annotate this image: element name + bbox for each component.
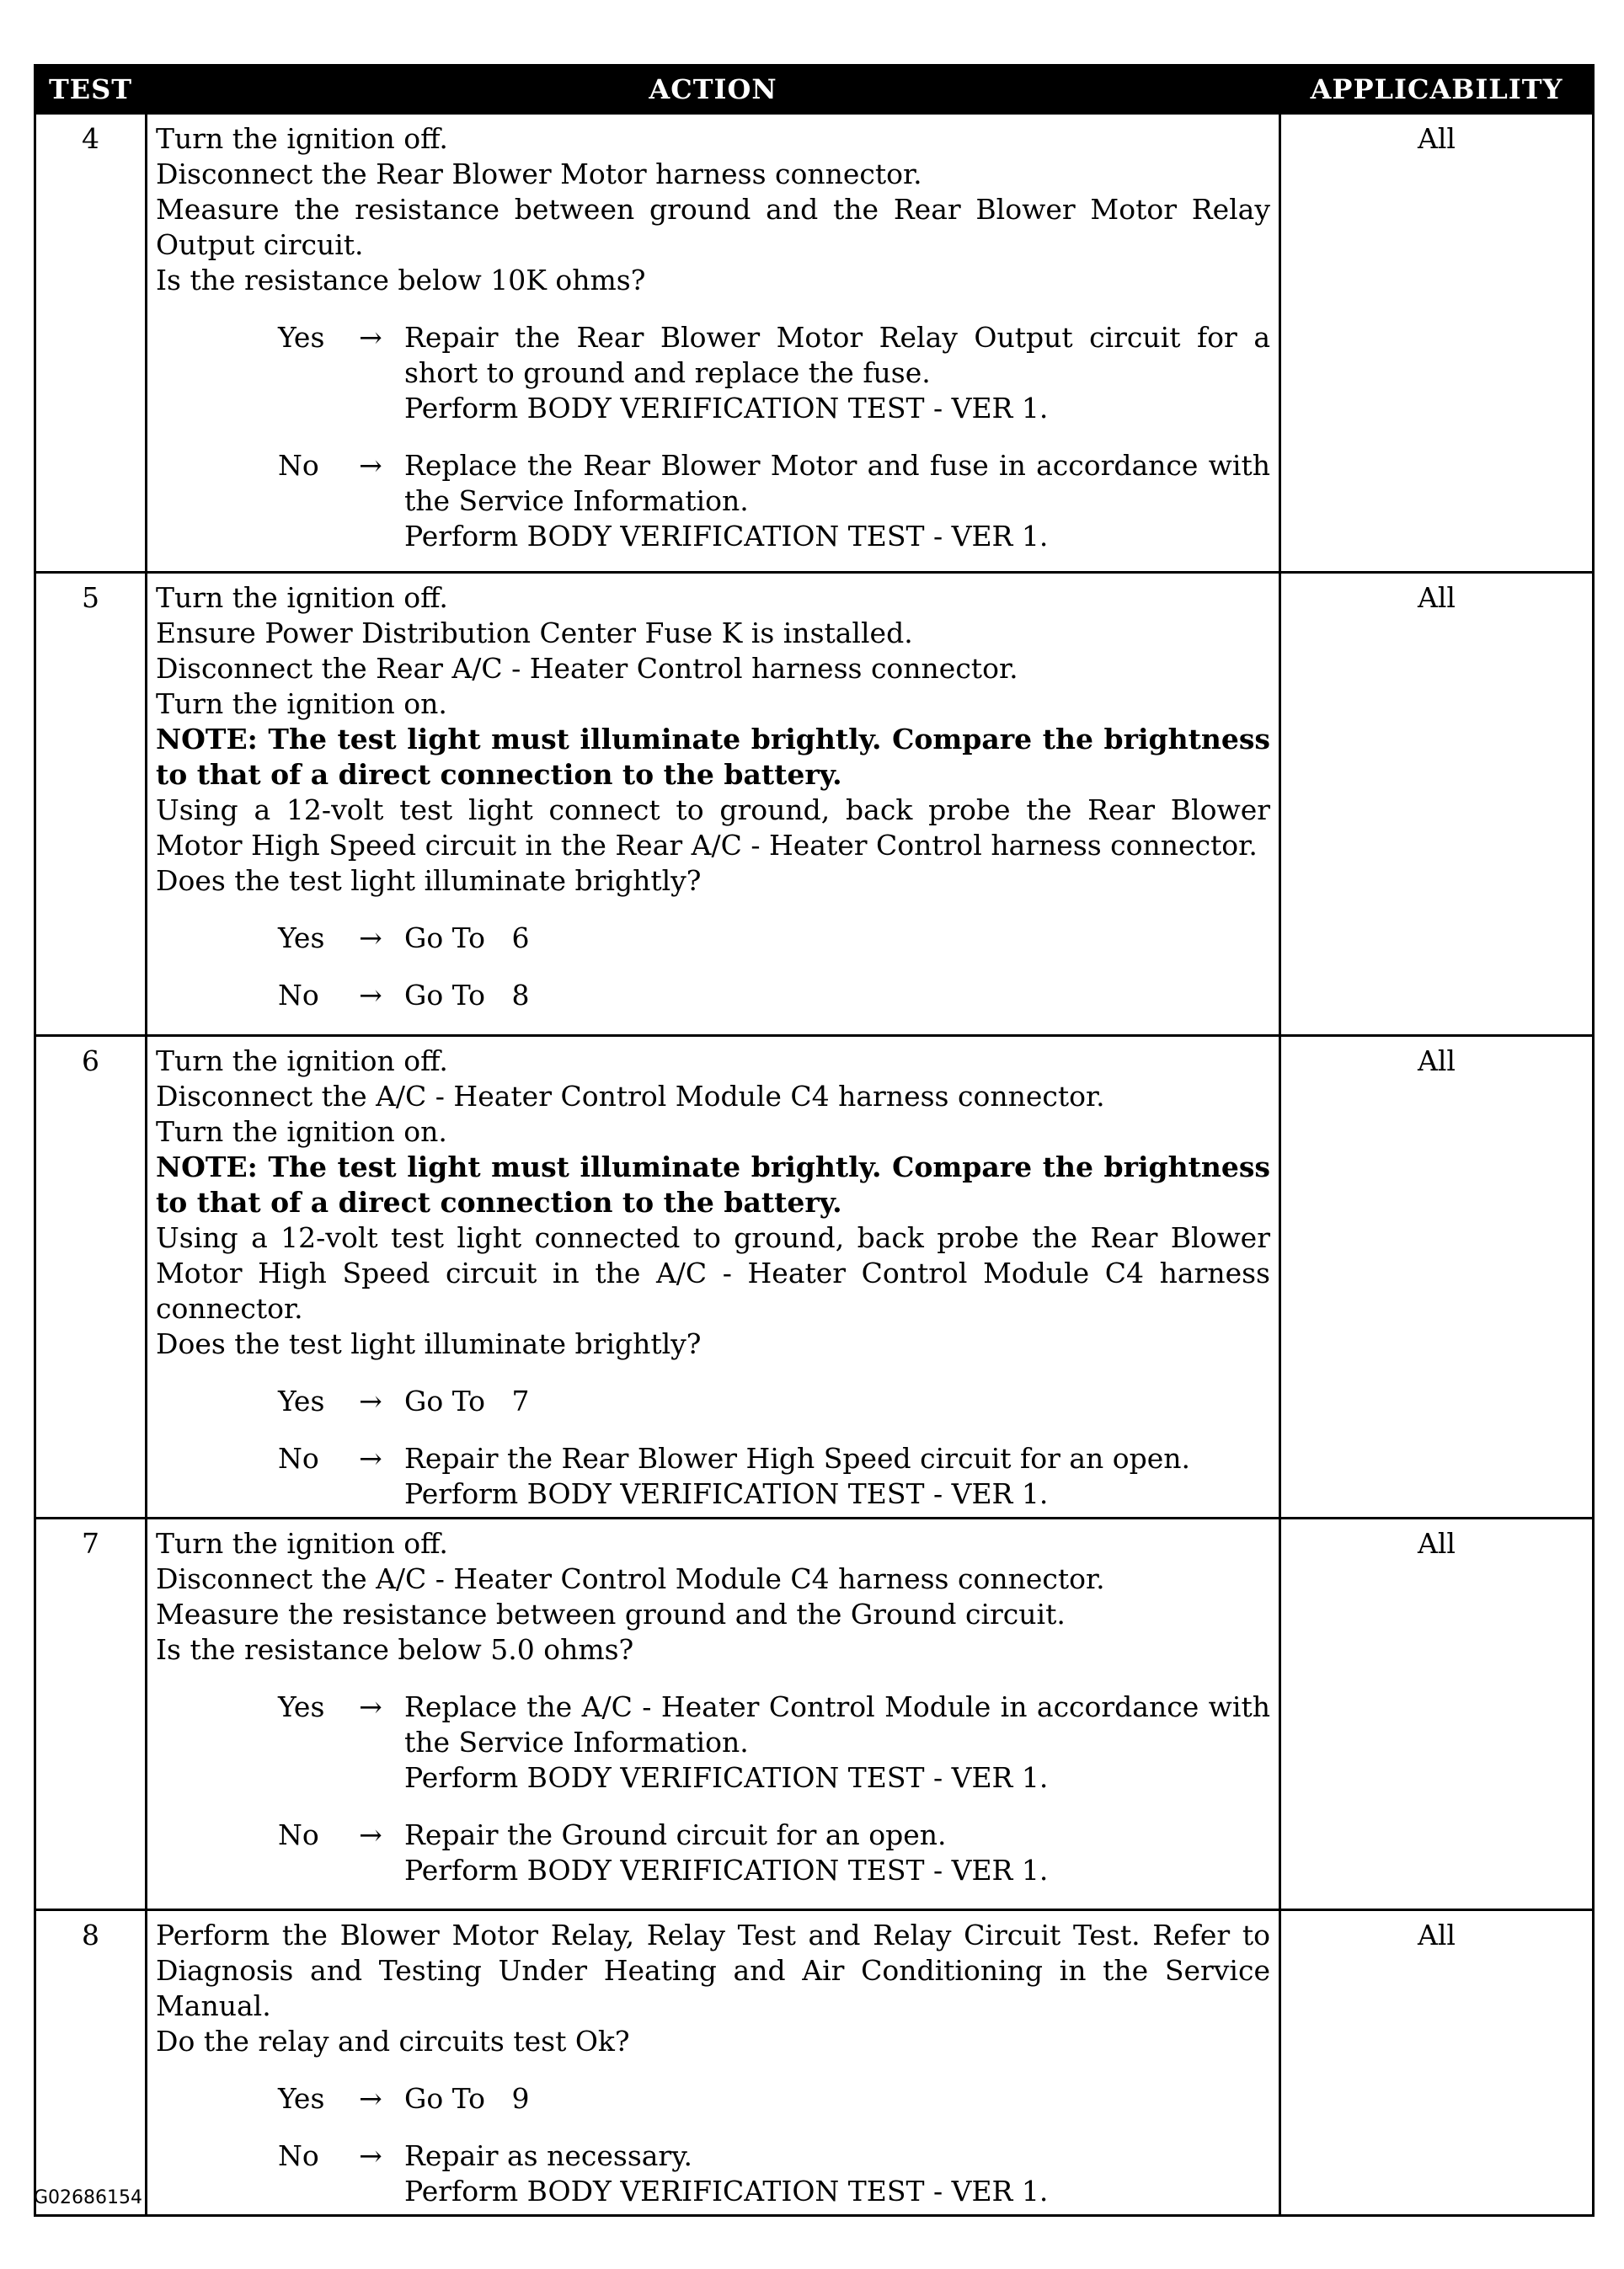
- outcome-line: Repair the Rear Blower Motor Relay Output circuit for a short to ground and replace the fuse.: [404, 321, 1279, 389]
- outcome-label: Yes: [278, 1385, 325, 1417]
- action-step: Disconnect the A/C - Heater Control Module C4 harness connector.: [156, 1562, 1105, 1595]
- outcome-text: [404, 448, 1279, 554]
- outcome-no: [278, 1818, 1270, 1888]
- figure-id: G02686154: [34, 2187, 143, 2208]
- arrow-right-icon: →: [359, 321, 382, 354]
- outcome-line: Replace the Rear Blower Motor and fuse in accordance with the Service Information.: [404, 449, 1279, 517]
- action-step: Do the relay and circuits test Ok?: [156, 2025, 630, 2058]
- outcome-text: [404, 1441, 1270, 1512]
- action-step: Turn the ignition on.: [156, 1115, 447, 1148]
- outcome-label: Yes: [278, 321, 325, 354]
- applicability-cell: All: [1280, 1519, 1594, 1910]
- outcome-label: No: [278, 449, 319, 482]
- outcome-text: [404, 1384, 1270, 1419]
- outcome-line: Perform BODY VERIFICATION TEST - VER 1.: [404, 1761, 1049, 1794]
- table-row: [35, 1910, 1594, 2216]
- table-row: [35, 114, 1594, 573]
- outcome-text: [404, 1690, 1279, 1796]
- action-step: Turn the ignition off.: [156, 122, 448, 155]
- outcome-line: Repair as necessary.: [404, 2139, 692, 2172]
- outcome-line: Repair the Rear Blower High Speed circuit for an open.: [404, 1442, 1191, 1475]
- action-step: Disconnect the Rear Blower Motor harness connector.: [156, 157, 922, 190]
- outcome-line: Replace the A/C - Heater Control Module in accordance with the Service Information.: [404, 1690, 1279, 1759]
- outcome-line: Perform BODY VERIFICATION TEST - VER 1.: [404, 2175, 1049, 2208]
- note-text: NOTE: The test light must illuminate brightly. Compare the brightness to that of a direct connection to the battery.: [156, 723, 1270, 791]
- arrow-right-icon: →: [359, 1442, 382, 1475]
- applicability-cell: All: [1280, 1036, 1594, 1519]
- test-number: 8: [35, 1910, 147, 2216]
- action-step: Disconnect the Rear A/C - Heater Control harness connector.: [156, 652, 1018, 685]
- outcome-yes: [278, 1690, 1279, 1796]
- header-applicability: APPLICABILITY: [1280, 66, 1594, 114]
- action-step: Is the resistance below 10K ohms?: [156, 264, 646, 296]
- outcome-no: [278, 1441, 1270, 1512]
- action-cell: [147, 1519, 1280, 1910]
- outcome-label: No: [278, 1818, 319, 1851]
- outcome-line: Go To 7: [404, 1385, 530, 1417]
- action-step: Disconnect the A/C - Heater Control Module C4 harness connector.: [156, 1080, 1105, 1113]
- outcome-line: Repair the Ground circuit for an open.: [404, 1818, 947, 1851]
- diagnostic-document: [34, 64, 1592, 2217]
- outcome-line: Perform BODY VERIFICATION TEST - VER 1.: [404, 1854, 1049, 1887]
- action-cell: [147, 573, 1280, 1036]
- outcome-label: No: [278, 2139, 319, 2172]
- outcome-label: No: [278, 979, 319, 1012]
- note-text: NOTE: The test light must illuminate brightly. Compare the brightness to that of a direct connection to the battery.: [156, 1151, 1270, 1219]
- action-step: Measure the resistance between ground and the Ground circuit.: [156, 1598, 1066, 1631]
- outcome-label: Yes: [278, 2082, 325, 2115]
- action-step: Measure the resistance between ground and the Rear Blower Motor Relay Output circuit.: [156, 193, 1270, 261]
- arrow-right-icon: →: [359, 921, 382, 954]
- action-step: Does the test light illuminate brightly?: [156, 1327, 702, 1360]
- action-step: Using a 12-volt test light connect to ground, back probe the Rear Blower Motor High Speed circuit in the Rear A/C - Heater Control harness connector.: [156, 793, 1270, 862]
- arrow-right-icon: →: [359, 1818, 382, 1851]
- action-step: Turn the ignition on.: [156, 687, 447, 720]
- outcome-line: Perform BODY VERIFICATION TEST - VER 1.: [404, 1477, 1049, 1510]
- applicability-cell: All: [1280, 1910, 1594, 2216]
- arrow-right-icon: →: [359, 979, 382, 1012]
- header-test: TEST: [35, 66, 147, 114]
- outcome-no: [278, 448, 1279, 554]
- action-step: Ensure Power Distribution Center Fuse K is installed.: [156, 617, 913, 649]
- outcome-line: Go To 8: [404, 979, 530, 1012]
- outcome-label: Yes: [278, 921, 325, 954]
- action-cell: [147, 114, 1280, 573]
- action-cell: [147, 1036, 1280, 1519]
- action-step: Turn the ignition off.: [156, 1044, 448, 1077]
- outcome-yes: [278, 320, 1279, 426]
- header-action: ACTION: [147, 66, 1280, 114]
- outcome-text: [404, 978, 1270, 1013]
- test-number: 6: [35, 1036, 147, 1519]
- test-number: 7: [35, 1519, 147, 1910]
- outcome-text: [404, 1818, 1270, 1888]
- action-step: Is the resistance below 5.0 ohms?: [156, 1633, 634, 1666]
- outcome-line: Perform BODY VERIFICATION TEST - VER 1.: [404, 520, 1049, 553]
- table-row: [35, 573, 1594, 1036]
- outcome-line: Go To 9: [404, 2082, 530, 2115]
- table-header-row: [35, 66, 1594, 114]
- outcome-yes: [278, 1384, 1270, 1419]
- outcome-text: [404, 2138, 1270, 2209]
- action-step: Using a 12-volt test light connected to ground, back probe the Rear Blower Motor High Speed circuit in the A/C - Heater Control Module C4 harness connector.: [156, 1221, 1270, 1325]
- applicability-cell: All: [1280, 114, 1594, 573]
- outcome-text: [404, 921, 1270, 956]
- arrow-right-icon: →: [359, 1690, 382, 1723]
- diagnostic-test-table: [34, 64, 1595, 2217]
- outcome-line: Go To 6: [404, 921, 530, 954]
- outcome-text: [404, 320, 1279, 426]
- test-number: 4: [35, 114, 147, 573]
- table-body: [35, 114, 1594, 2216]
- outcome-label: No: [278, 1442, 319, 1475]
- outcome-no: [278, 978, 1270, 1013]
- outcome-no: [278, 2138, 1270, 2209]
- outcome-label: Yes: [278, 1690, 325, 1723]
- action-cell: [147, 1910, 1280, 2216]
- action-step: Does the test light illuminate brightly?: [156, 864, 702, 897]
- applicability-cell: All: [1280, 573, 1594, 1036]
- table-row: [35, 1519, 1594, 1910]
- arrow-right-icon: →: [359, 449, 382, 482]
- action-step: Turn the ignition off.: [156, 1527, 448, 1560]
- arrow-right-icon: →: [359, 2082, 382, 2115]
- test-number: 5: [35, 573, 147, 1036]
- arrow-right-icon: →: [359, 1385, 382, 1417]
- outcome-line: Perform BODY VERIFICATION TEST - VER 1.: [404, 392, 1049, 424]
- action-step: Perform the Blower Motor Relay, Relay Test and Relay Circuit Test. Refer to Diagnosis and Testing Under Heating and Air Conditioning in the Service Manual.: [156, 1919, 1270, 2022]
- outcome-yes: [278, 2081, 1270, 2117]
- outcome-text: [404, 2081, 1270, 2117]
- outcome-yes: [278, 921, 1270, 956]
- action-step: Turn the ignition off.: [156, 581, 448, 614]
- arrow-right-icon: →: [359, 2139, 382, 2172]
- table-row: [35, 1036, 1594, 1519]
